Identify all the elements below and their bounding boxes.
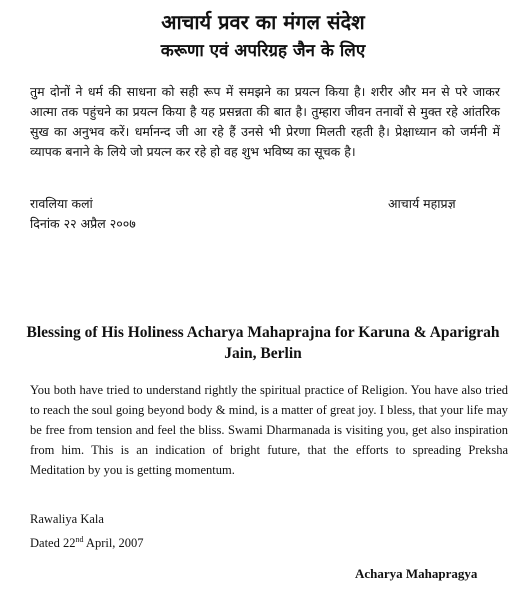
english-body: You both have tried to understand rightly the spiritual practice of Religion. You have also tried to reach the soul going beyond body & mind, is a matter of great joy. I bless, that your life may be free from tension and feel the bliss. Swami Dharmanada is visiting you, get also inspiration from him. This is an indication of bright future, that the efforts to spreading Preksha Meditation by you is getting momentum. [30,383,508,477]
english-date [30,535,144,551]
hindi-body: तुम दोनों ने धर्म की साधना को सही रूप में समझने का प्रयत्न किया है। शरीर और मन से परे जाकर आत्मा तक पहुंचने का प्रयत्न किया है यह प्रसन्नता की बात है। तुम्हारा जीवन तनावों से मुक्त रहे आंतरिक सुख का अनुभव करें। धर्मानन्द जी आ रहे हैं उनसे भी प्रेरणा मिलती रहती है। प्रेक्षाध्यान को जर्मनी में व्यापक बनाने के लिये जो प्रयत्न कर रहे हो वह शुभ भविष्य का सूचक है। [30,84,500,159]
english-date-sup: nd [75,535,84,544]
english-title: Blessing of His Holiness Acharya Mahaprajna for Karuna & Aparigrah Jain, Berlin [26,324,500,362]
english-date-prefix: Dated 22 [30,536,76,551]
hindi-subtitle: करूणा एवं अपरिग्रह जैन के लिए [160,41,366,61]
english-signature: Acharya Mahapragya [355,566,478,581]
hindi-signature: आचार्य महाप्रज्ञ [388,196,456,211]
hindi-date: दिनांक २२ अप्रैल २००७ [30,216,136,231]
english-date-suffix: April, 2007 [83,536,144,551]
english-place: Rawaliya Kala [30,512,104,526]
hindi-place: रावलिया कलां [30,196,93,211]
hindi-title: आचार्य प्रवर का मंगल संदेश [161,10,365,34]
